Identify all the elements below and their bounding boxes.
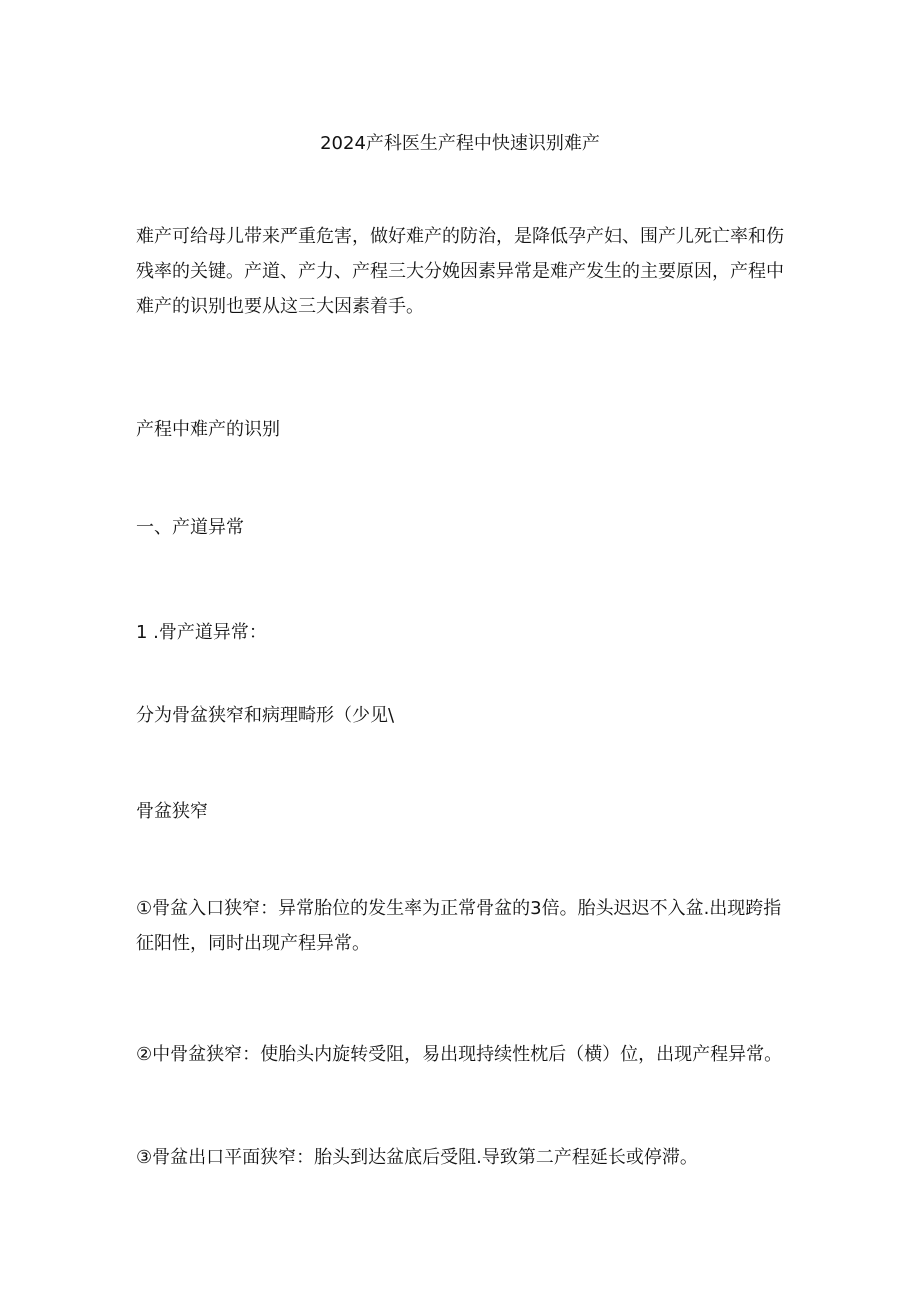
heading-birth-canal-abnormality: 一、产道异常 [136,517,244,538]
classification-paragraph: 分为骨盆狭窄和病理畸形（少见\ [136,705,395,726]
list-item-inlet-stenosis: ①骨盆入口狭窄：异常胎位的发生率为正常骨盆的3倍。胎头迟迟不入盆.出现跨指征阳性，同时出现产程异常。 [136,898,782,954]
intro-paragraph: 难产可给母儿带来严重危害，做好难产的防治，是降低孕产妇、围产儿死亡率和伤残率的关键。产道、产力、产程三大分娩因素异常是难产发生的主要原因，产程中难产的识别也要从这三大因素着手。 [136,226,784,317]
list-item-midpelvis-stenosis: ②中骨盆狭窄：使胎头内旋转受阻，易出现持续性枕后（横）位，出现产程异常。 [136,1044,783,1065]
section-title: 产程中难产的识别 [136,419,280,440]
heading-bony-canal-abnormality: 1 .骨产道异常： [136,622,267,643]
list-item-outlet-stenosis: ③骨盆出口平面狭窄：胎头到达盆底后受阻.导致第二产程延长或停滞。 [136,1147,698,1168]
heading-pelvic-stenosis: 骨盆狭窄 [136,801,208,822]
document-title: 2024产科医生产程中快速识别难产 [320,133,600,154]
